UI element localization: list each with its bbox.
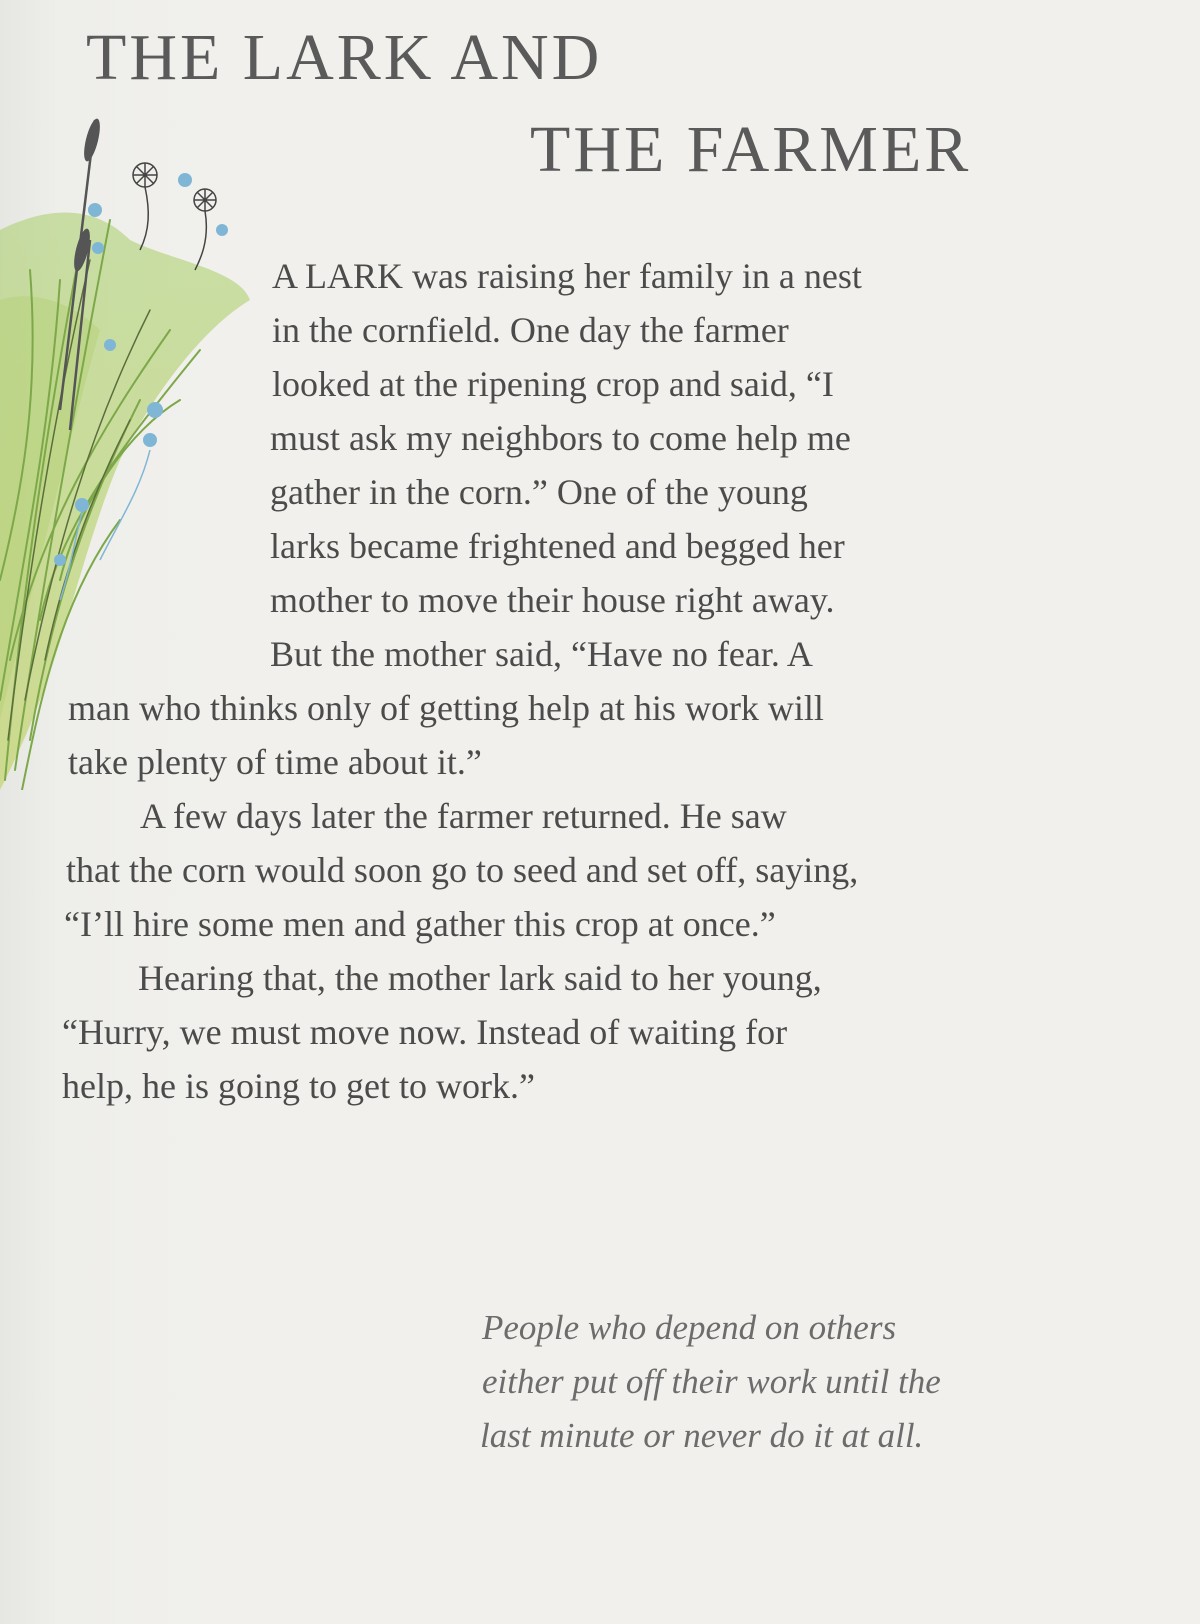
title-line-2: THE FARMER (530, 113, 972, 186)
story-line: A few days later the farmer returned. He saw (140, 796, 787, 836)
story-line: help, he is going to get to work.” (62, 1066, 535, 1106)
story-line: mother to move their house right away. (270, 580, 835, 620)
story-line: gather in the corn.” One of the young (270, 472, 808, 512)
story-line: that the corn would soon go to seed and set off, saying, (66, 850, 859, 890)
story-line: larks became frightened and begged her (270, 526, 845, 566)
title-line-1: THE LARK AND (86, 21, 603, 94)
moral-line: last minute or never do it at all. (480, 1416, 924, 1455)
moral-line: either put off their work until the (482, 1362, 941, 1401)
story-line: in the cornfield. One day the farmer (272, 310, 789, 350)
story-line: man who thinks only of getting help at his work will (68, 688, 824, 728)
story-line: looked at the ripening crop and said, “I (272, 364, 834, 404)
story-line: A LARK was raising her family in a nest (272, 256, 862, 296)
story-line: But the mother said, “Have no fear. A (270, 634, 813, 674)
story-line: must ask my neighbors to come help me (270, 418, 851, 458)
story-line: “I’ll hire some men and gather this crop at once.” (64, 904, 776, 944)
story-line: take plenty of time about it.” (68, 742, 482, 782)
story-line: “Hurry, we must move now. Instead of waiting for (62, 1012, 788, 1052)
moral-line: People who depend on others (482, 1308, 897, 1347)
story-line: Hearing that, the mother lark said to her young, (138, 958, 822, 998)
